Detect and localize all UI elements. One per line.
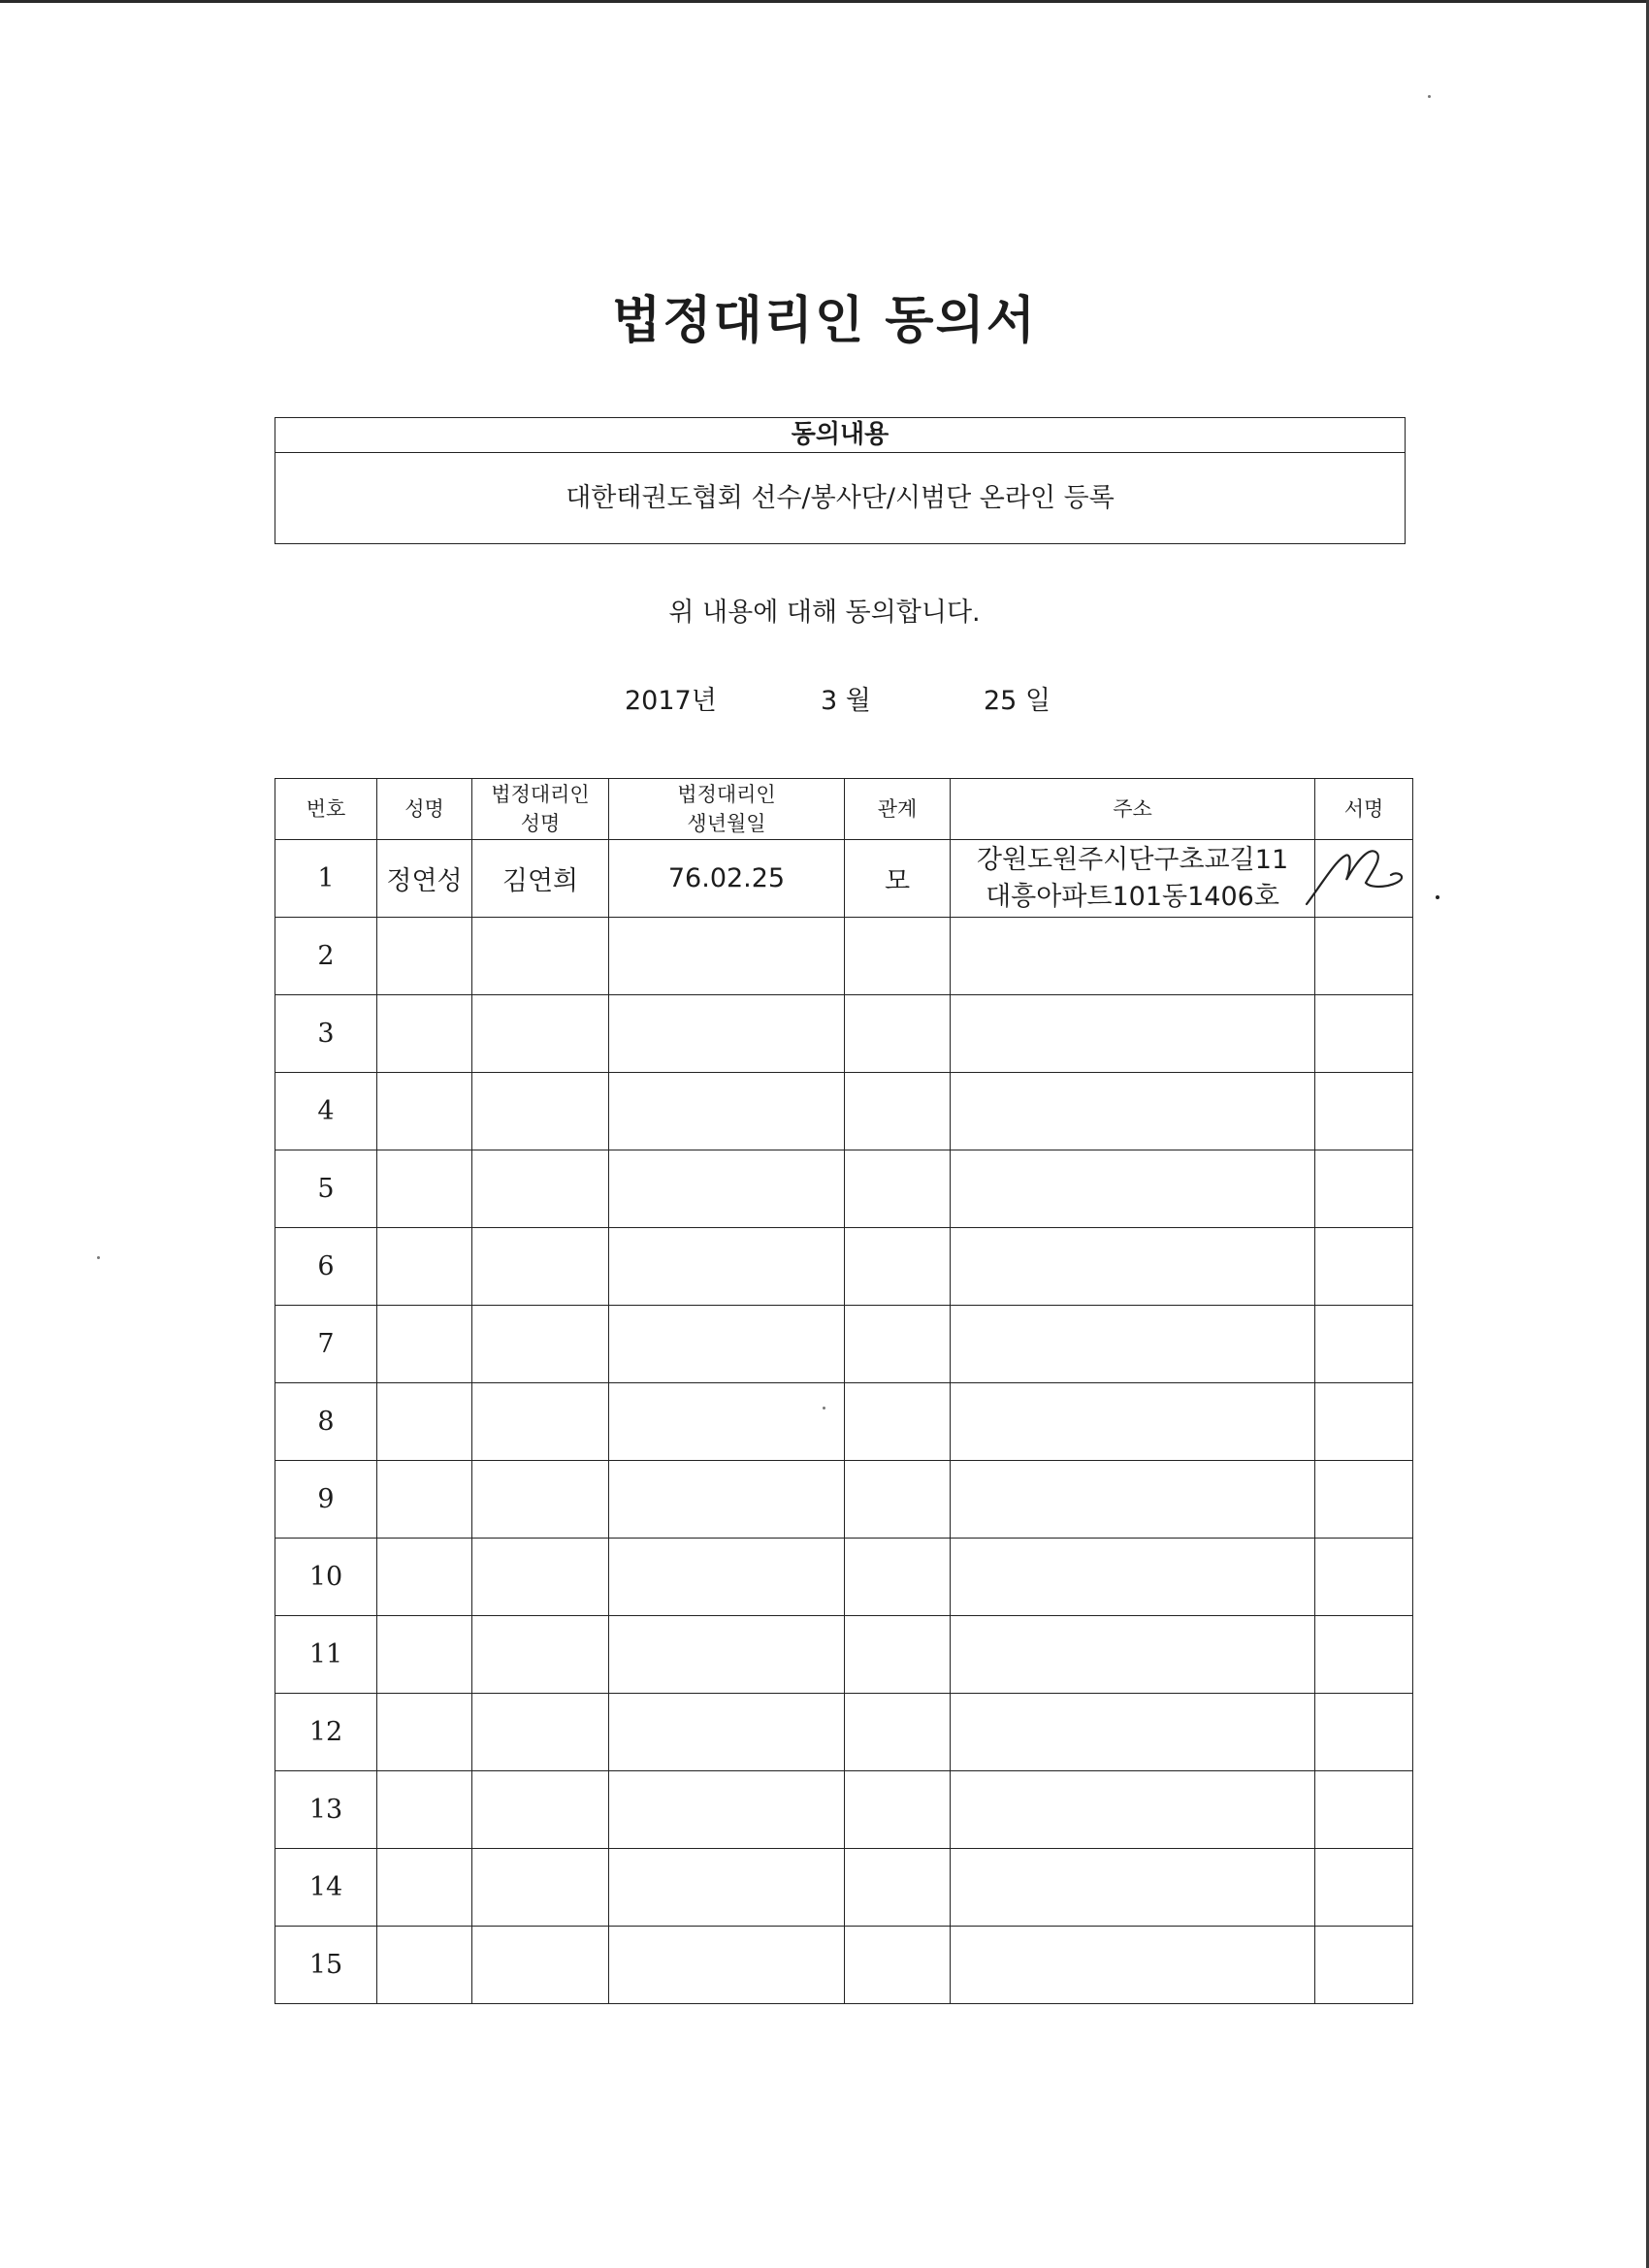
cell-relation [845, 1771, 951, 1849]
cell-rep-birth [609, 1150, 845, 1228]
cell-rep-birth [609, 1461, 845, 1539]
cell-rep-name [472, 1849, 609, 1927]
cell-no: 15 [275, 1927, 377, 2004]
cell-name [377, 1306, 472, 1383]
cell-address [951, 1539, 1315, 1616]
cell-name [377, 1694, 472, 1771]
representative-table [275, 778, 1413, 2004]
cell-rep-name [472, 1306, 609, 1383]
cell-address [951, 918, 1315, 995]
cell-signature [1315, 1927, 1413, 2004]
consent-text: 대한태권도협회 선수/봉사단/시범단 온라인 등록 [566, 483, 1115, 513]
cell-no: 9 [275, 1461, 377, 1539]
table-row [275, 1771, 1413, 1849]
cell-relation: 모 [845, 840, 951, 918]
date-year: 2017년 [625, 686, 717, 716]
cell-no: 1 [275, 840, 377, 918]
cell-address [951, 1150, 1315, 1228]
cell-address [951, 1228, 1315, 1306]
cell-name [377, 1849, 472, 1927]
cell-signature [1315, 918, 1413, 995]
cell-rep-birth [609, 1927, 845, 2004]
cell-no: 13 [275, 1771, 377, 1849]
signature-dot [1436, 895, 1439, 899]
document-title: 법정대리인 동의서 [612, 292, 1037, 350]
cell-signature [1315, 1073, 1413, 1150]
header-rep-name-line1: 법정대리인 [491, 783, 590, 806]
consent-header: 동의내용 [275, 418, 1405, 453]
header-relation: 관계 [845, 779, 951, 840]
cell-rep-name: 김연희 [472, 840, 609, 918]
cell-signature [1315, 1150, 1413, 1228]
cell-rep-name [472, 995, 609, 1073]
table-row [275, 1849, 1413, 1927]
table-row [275, 1150, 1413, 1228]
cell-no: 8 [275, 1383, 377, 1461]
cell-address [951, 995, 1315, 1073]
cell-rep-birth [609, 1694, 845, 1771]
cell-relation [845, 1228, 951, 1306]
cell-signature [1315, 1306, 1413, 1383]
cell-name [377, 1383, 472, 1461]
cell-address [951, 1616, 1315, 1694]
cell-name: 정연성 [377, 840, 472, 918]
cell-relation [845, 1927, 951, 2004]
consent-box [275, 417, 1406, 544]
cell-rep-name [472, 1771, 609, 1849]
cell-name [377, 995, 472, 1073]
cell-name [377, 1927, 472, 2004]
cell-rep-birth [609, 1616, 845, 1694]
scan-speck [97, 1256, 100, 1259]
cell-relation [845, 1461, 951, 1539]
cell-name [377, 1461, 472, 1539]
cell-name [377, 1073, 472, 1150]
cell-signature [1315, 1539, 1413, 1616]
cell-rep-birth [609, 1539, 845, 1616]
cell-name [377, 1539, 472, 1616]
cell-relation [845, 1150, 951, 1228]
cell-signature [1315, 995, 1413, 1073]
header-rep-birth-line2: 생년월일 [687, 812, 766, 835]
cell-rep-name [472, 1383, 609, 1461]
cell-rep-birth [609, 995, 845, 1073]
table-row [275, 1073, 1413, 1150]
cell-no: 3 [275, 995, 377, 1073]
cell-address [951, 1849, 1315, 1927]
cell-relation [845, 918, 951, 995]
cell-signature [1315, 1383, 1413, 1461]
cell-address [951, 1306, 1315, 1383]
header-signature: 서명 [1315, 779, 1413, 840]
cell-relation [845, 1849, 951, 1927]
table-row [275, 995, 1413, 1073]
cell-rep-birth [609, 1771, 845, 1849]
cell-signature [1315, 1228, 1413, 1306]
cell-rep-birth [609, 1383, 845, 1461]
cell-rep-birth: 76.02.25 [609, 840, 845, 918]
scan-border-top [0, 0, 1649, 3]
address-line2: 대흥아파트101동1406호 [986, 881, 1279, 912]
table-row [275, 1539, 1413, 1616]
cell-address [951, 1461, 1315, 1539]
header-address: 주소 [951, 779, 1315, 840]
cell-address [951, 1927, 1315, 2004]
cell-signature [1315, 1461, 1413, 1539]
table-row [275, 1694, 1413, 1771]
cell-no: 12 [275, 1694, 377, 1771]
cell-rep-name [472, 1539, 609, 1616]
table-row [275, 1927, 1413, 2004]
cell-rep-name [472, 1927, 609, 2004]
cell-rep-name [472, 1228, 609, 1306]
cell-signature [1315, 1694, 1413, 1771]
table-row [275, 1616, 1413, 1694]
cell-no: 7 [275, 1306, 377, 1383]
cell-rep-birth [609, 918, 845, 995]
cell-signature [1315, 1849, 1413, 1927]
cell-signature [1315, 1771, 1413, 1849]
date-month: 3 월 [821, 686, 871, 716]
cell-rep-birth [609, 1306, 845, 1383]
cell-relation [845, 995, 951, 1073]
cell-no: 14 [275, 1849, 377, 1927]
table-row [275, 918, 1413, 995]
cell-relation [845, 1383, 951, 1461]
handwritten-signature [1302, 836, 1447, 914]
cell-name [377, 1616, 472, 1694]
cell-name [377, 918, 472, 995]
cell-no: 5 [275, 1150, 377, 1228]
cell-no: 6 [275, 1228, 377, 1306]
cell-rep-name [472, 1694, 609, 1771]
cell-address [951, 1383, 1315, 1461]
table-row [275, 840, 1413, 918]
cell-address [951, 1073, 1315, 1150]
cell-rep-birth [609, 1849, 845, 1927]
header-name: 성명 [377, 779, 472, 840]
cell-name [377, 1150, 472, 1228]
cell-address [951, 1694, 1315, 1771]
cell-name [377, 1771, 472, 1849]
cell-address [951, 840, 1315, 918]
cell-no: 2 [275, 918, 377, 995]
header-rep-birth-line1: 법정대리인 [677, 783, 776, 806]
cell-rep-birth [609, 1073, 845, 1150]
cell-rep-name [472, 1073, 609, 1150]
cell-rep-name [472, 1150, 609, 1228]
cell-rep-name [472, 1616, 609, 1694]
cell-relation [845, 1539, 951, 1616]
signature-stroke [1307, 851, 1402, 904]
cell-rep-name [472, 1461, 609, 1539]
cell-no: 10 [275, 1539, 377, 1616]
scan-speck [1428, 95, 1431, 98]
cell-rep-birth [609, 1228, 845, 1306]
date-day: 25 일 [984, 686, 1051, 716]
header-rep-name [472, 779, 609, 840]
header-rep-birth [609, 779, 845, 840]
address-line1: 강원도원주시단구초교길11 [976, 844, 1289, 875]
cell-no: 4 [275, 1073, 377, 1150]
table-row [275, 1383, 1413, 1461]
table-header-row [275, 779, 1413, 840]
cell-address [951, 1771, 1315, 1849]
table-row [275, 1228, 1413, 1306]
cell-signature [1315, 1616, 1413, 1694]
cell-no: 11 [275, 1616, 377, 1694]
header-rep-name-line2: 성명 [520, 812, 561, 835]
header-no: 번호 [275, 779, 377, 840]
cell-relation [845, 1694, 951, 1771]
cell-relation [845, 1306, 951, 1383]
cell-relation [845, 1616, 951, 1694]
agree-statement: 위 내용에 대해 동의합니다. [668, 598, 981, 628]
cell-relation [845, 1073, 951, 1150]
table-row [275, 1461, 1413, 1539]
table-row [275, 1306, 1413, 1383]
cell-rep-name [472, 918, 609, 995]
scan-speck [823, 1407, 825, 1409]
cell-name [377, 1228, 472, 1306]
